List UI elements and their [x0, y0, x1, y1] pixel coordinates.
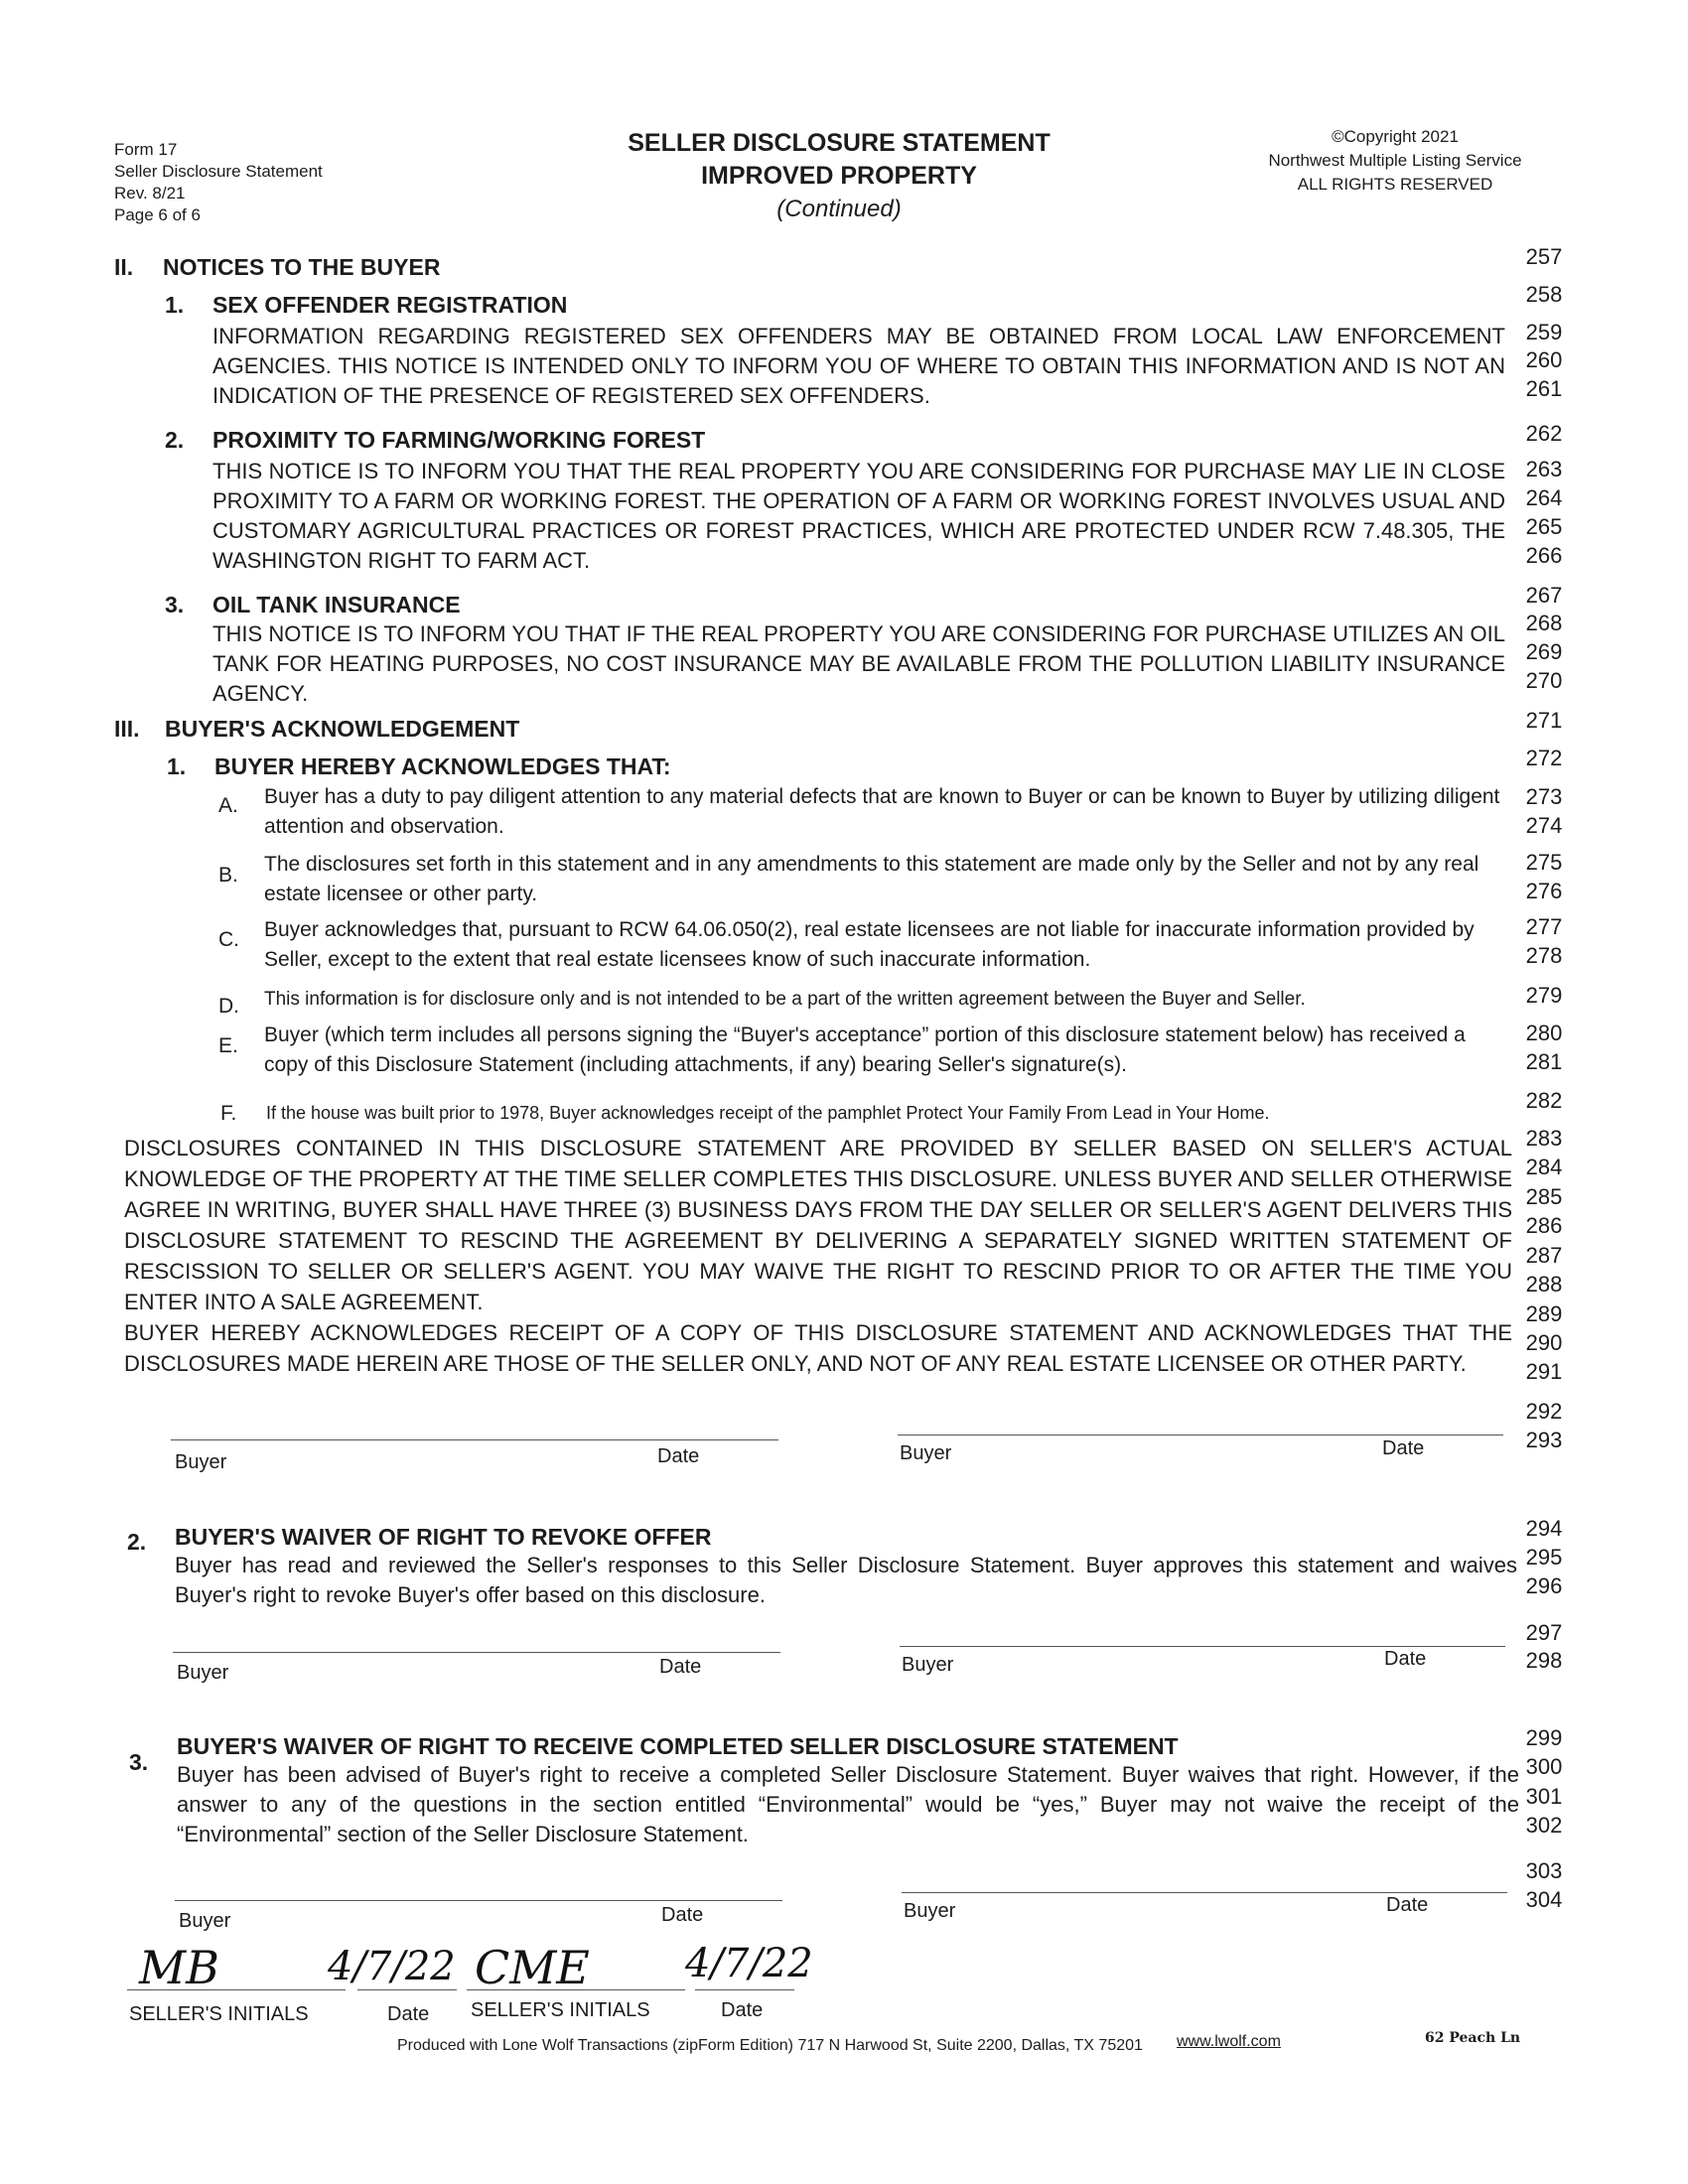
line-number: 258: [1525, 282, 1563, 307]
line-number: 272: [1525, 746, 1563, 770]
waiver-receive-text: Buyer has been advised of Buyer's right to receive a completed Seller Disclosure Statement. Buyer waives that right. However, if the answer to any of the questions in the section entitled “Environmental” would be “yes,” Buyer may not waive the receipt of the “Environmental” section of the Seller Disclosure Statement.: [177, 1762, 1519, 1846]
line-number: 257: [1525, 244, 1563, 269]
title-continued: (Continued): [776, 196, 902, 222]
date-label: Date: [659, 1656, 702, 1678]
line-number: 283: [1525, 1126, 1563, 1151]
line-number: 278: [1525, 943, 1563, 968]
waiver-receive-title: BUYER'S WAIVER OF RIGHT TO RECEIVE COMPLETED SELLER DISCLOSURE STATEMENT: [177, 1733, 1179, 1759]
date-label: Date: [661, 1904, 704, 1926]
date-label: Date: [721, 1999, 764, 2021]
buyer-1-signature-line[interactable]: [171, 1439, 778, 1440]
buyer-1-signature-line[interactable]: [173, 1652, 780, 1653]
line-number: 260: [1525, 347, 1563, 372]
line-number: 284: [1525, 1155, 1563, 1179]
rights: ALL RIGHTS RESERVED: [1297, 175, 1493, 194]
copyright-block: [1231, 125, 1559, 197]
line-number: 295: [1525, 1545, 1563, 1570]
line-number: 289: [1525, 1301, 1563, 1326]
line-number: 264: [1525, 485, 1563, 510]
seller-1-date-handwritten: 4/7/22: [328, 1944, 456, 1989]
item-e-letter: E.: [218, 1034, 238, 1057]
buyer-1-signature-line[interactable]: [175, 1900, 782, 1901]
copyright: ©Copyright 2021: [1332, 127, 1459, 146]
form-name: Seller Disclosure Statement: [114, 162, 323, 181]
waiver-revoke-title: BUYER'S WAIVER OF RIGHT TO REVOKE OFFER: [175, 1524, 712, 1550]
line-number: 301: [1525, 1784, 1563, 1809]
produced-by: Produced with Lone Wolf Transactions (zipForm Edition) 717 N Harwood St, Suite 2200, Dallas, TX 75201: [397, 2037, 1143, 2054]
line-number: 287: [1525, 1243, 1563, 1268]
line-number: 280: [1525, 1021, 1563, 1045]
notice-2-title: PROXIMITY TO FARMING/WORKING FOREST: [212, 427, 706, 453]
item-d-text: This information is for disclosure only and is not intended to be a part of the written agreement between the Buyer and Seller.: [264, 989, 1306, 1010]
rescind-paragraph: DISCLOSURES CONTAINED IN THIS DISCLOSURE STATEMENT ARE PROVIDED BY SELLER BASED ON SELLER'S ACTUAL KNOWLEDGE OF THE PROPERTY AT THE TIME SELLER COMPLETES THIS DISCLOSURE. UNLESS BUYER AND SELLER OTHERWISE AGREE IN WRITING, BUYER SHALL HAVE THREE (3) BUSINESS DAYS FROM THE DAY SELLER OR SELLER'S AGENT DELIVERS THIS DISCLOSURE STATEMENT TO RESCIND THE AGREEMENT BY DELIVERING A SEPARATELY SIGNED WRITTEN STATEMENT OF RESCISSION TO SELLER OR SELLER'S AGENT. YOU MAY WAIVE THE RIGHT TO RESCIND PRIOR TO OR AFTER THE TIME YOU ENTER INTO A SALE AGREEMENT.: [124, 1136, 1512, 1314]
date-label: Date: [1382, 1437, 1425, 1459]
item-a-letter: A.: [218, 794, 238, 817]
property-address: 62 Peach Ln: [1425, 2030, 1521, 2046]
section-ii-number: II.: [114, 254, 134, 280]
section-iii-title: BUYER'S ACKNOWLEDGEMENT: [165, 716, 520, 742]
line-number: 302: [1525, 1813, 1563, 1838]
date-label: Date: [657, 1445, 700, 1467]
item-c-letter: C.: [218, 928, 239, 951]
line-number: 293: [1525, 1428, 1563, 1452]
seller-initials-label: SELLER'S INITIALS: [471, 1999, 650, 2021]
buyer-label: Buyer: [904, 1900, 956, 1922]
line-number: 300: [1525, 1754, 1563, 1779]
organization: Northwest Multiple Listing Service: [1268, 151, 1522, 170]
buyer-label: Buyer: [177, 1662, 229, 1684]
seller-2-date-line[interactable]: [695, 1989, 794, 1990]
item-c-text: Buyer acknowledges that, pursuant to RCW 64.06.050(2), real estate licensees are not liable for inaccurate information provided by Seller, except to the extent that real estate licensees know of such inaccurate information.: [264, 918, 1475, 971]
buyer-label: Buyer: [175, 1451, 227, 1473]
item-b-text: The disclosures set forth in this statement and in any amendments to this statement are made only by the Seller and not by any real estate licensee or other party.: [264, 853, 1479, 905]
notice-3-title: OIL TANK INSURANCE: [212, 592, 461, 617]
seller-1-date-line[interactable]: [357, 1989, 457, 1990]
section-ii-title: NOTICES TO THE BUYER: [163, 254, 441, 280]
item-d-letter: D.: [218, 995, 239, 1018]
notice-1-text: INFORMATION REGARDING REGISTERED SEX OFFENDERS MAY BE OBTAINED FROM LOCAL LAW ENFORCEMENT AGENCIES. THIS NOTICE IS INTENDED ONLY TO INFORM YOU OF WHERE TO OBTAIN THIS INFORMATION AND IS NOT AN INDICATION OF THE PRESENCE OF REGISTERED SEX OFFENDERS.: [212, 324, 1505, 408]
item-f-letter: F.: [220, 1102, 237, 1125]
line-number: 299: [1525, 1725, 1563, 1750]
line-number: 267: [1525, 583, 1563, 608]
notice-1-title: SEX OFFENDER REGISTRATION: [212, 292, 568, 318]
buyer-label: Buyer: [902, 1654, 954, 1676]
notice-3-number: 3.: [165, 592, 185, 617]
seller-2-date-handwritten: 4/7/22: [685, 1941, 813, 1986]
seller-2-initials-handwritten: CME: [475, 1941, 590, 1994]
line-number: 262: [1525, 421, 1563, 446]
item-f-text: If the house was built prior to 1978, Buyer acknowledges receipt of the pamphlet Protect Your Family From Lead in Your Home.: [266, 1103, 1270, 1123]
notice-2-text: THIS NOTICE IS TO INFORM YOU THAT THE REAL PROPERTY YOU ARE CONSIDERING FOR PURCHASE MAY LIE IN CLOSE PROXIMITY TO A FARM OR WORKING FOREST. THE OPERATION OF A FARM OR WORKING FOREST INVOLVES USUAL AND CUSTOMARY AGRICULTURAL PRACTICES OR FOREST PRACTICES, WHICH ARE PROTECTED UNDER RCW 7.48.305, THE WASHINGTON RIGHT TO FARM ACT.: [212, 459, 1505, 573]
receipt-paragraph: BUYER HEREBY ACKNOWLEDGES RECEIPT OF A COPY OF THIS DISCLOSURE STATEMENT AND ACKNOWLEDGES THAT THE DISCLOSURES MADE HEREIN ARE THOSE OF THE SELLER ONLY, AND NOT OF ANY REAL ESTATE LICENSEE OR OTHER PARTY.: [124, 1320, 1512, 1376]
line-number: 259: [1525, 320, 1563, 344]
document-title: [556, 127, 1122, 226]
date-label: Date: [1384, 1648, 1427, 1670]
ack-1-number: 1.: [167, 753, 187, 779]
waiver-receive-number: 3.: [129, 1749, 149, 1775]
seller-initials-label: SELLER'S INITIALS: [129, 2003, 309, 2025]
line-number: 281: [1525, 1049, 1563, 1074]
line-number: 294: [1525, 1516, 1563, 1541]
line-number: 274: [1525, 813, 1563, 838]
item-e-text: Buyer (which term includes all persons signing the “Buyer's acceptance” portion of this disclosure statement below) has received a copy of this Disclosure Statement (including attachments, if any) bearing Seller's signature(s).: [264, 1024, 1466, 1076]
seller-1-initials-handwritten: MB: [139, 1941, 219, 1994]
line-number: 269: [1525, 639, 1563, 664]
line-number: 296: [1525, 1573, 1563, 1598]
line-number: 290: [1525, 1330, 1563, 1355]
notice-1-number: 1.: [165, 292, 185, 318]
line-number: 297: [1525, 1620, 1563, 1645]
line-number: 275: [1525, 850, 1563, 875]
page-number: Page 6 of 6: [114, 205, 201, 224]
section-iii-number: III.: [114, 716, 140, 742]
form-number: Form 17: [114, 140, 178, 159]
line-number: 291: [1525, 1359, 1563, 1384]
line-number: 279: [1525, 983, 1563, 1008]
line-number: 276: [1525, 879, 1563, 903]
line-number: 303: [1525, 1858, 1563, 1883]
line-number: 266: [1525, 543, 1563, 568]
line-number: 288: [1525, 1272, 1563, 1297]
line-number: 282: [1525, 1088, 1563, 1113]
buyer-2-signature-line[interactable]: [902, 1892, 1507, 1893]
buyer-2-signature-line[interactable]: [898, 1434, 1503, 1435]
notice-2-number: 2.: [165, 427, 185, 453]
line-number: 263: [1525, 457, 1563, 481]
form-info: [114, 139, 323, 226]
lone-wolf-url[interactable]: www.lwolf.com: [1177, 2033, 1281, 2050]
waiver-revoke-number: 2.: [127, 1529, 147, 1555]
title-line-1: SELLER DISCLOSURE STATEMENT: [628, 129, 1051, 157]
line-number: 304: [1525, 1887, 1563, 1912]
seller-2-initials-line[interactable]: [467, 1989, 685, 1990]
line-number: 261: [1525, 376, 1563, 401]
line-number: 292: [1525, 1399, 1563, 1424]
line-number: 298: [1525, 1648, 1563, 1673]
line-number: 277: [1525, 914, 1563, 939]
buyer-label: Buyer: [179, 1910, 231, 1932]
date-label: Date: [387, 2003, 430, 2025]
line-number: 270: [1525, 668, 1563, 693]
line-number: 273: [1525, 784, 1563, 809]
line-number: 271: [1525, 708, 1563, 733]
date-label: Date: [1386, 1894, 1429, 1916]
line-number: 265: [1525, 514, 1563, 539]
line-number: 286: [1525, 1213, 1563, 1238]
item-b-letter: B.: [218, 864, 238, 887]
buyer-label: Buyer: [900, 1442, 952, 1464]
item-a-text: Buyer has a duty to pay diligent attention to any material defects that are known to Buyer or can be known to Buyer by utilizing diligent attention and observation.: [264, 785, 1500, 838]
waiver-revoke-text: Buyer has read and reviewed the Seller's responses to this Seller Disclosure Statement. Buyer approves this statement and waives Buyer's right to revoke Buyer's offer based on this disclosure.: [175, 1553, 1517, 1607]
lone-wolf-link[interactable]: [1177, 2033, 1281, 2051]
line-number: 268: [1525, 611, 1563, 635]
form-revision: Rev. 8/21: [114, 184, 186, 203]
ack-1-title: BUYER HEREBY ACKNOWLEDGES THAT:: [214, 753, 671, 779]
seller-1-initials-line[interactable]: [127, 1989, 346, 1990]
notice-3-text: THIS NOTICE IS TO INFORM YOU THAT IF THE REAL PROPERTY YOU ARE CONSIDERING FOR PURCHASE UTILIZES AN OIL TANK FOR HEATING PURPOSES, NO COST INSURANCE MAY BE AVAILABLE FROM THE POLLUTION LIABILITY INSURANCE AGENCY.: [212, 621, 1505, 706]
title-line-2: IMPROVED PROPERTY: [701, 162, 977, 190]
buyer-2-signature-line[interactable]: [900, 1646, 1505, 1647]
line-number: 285: [1525, 1184, 1563, 1209]
